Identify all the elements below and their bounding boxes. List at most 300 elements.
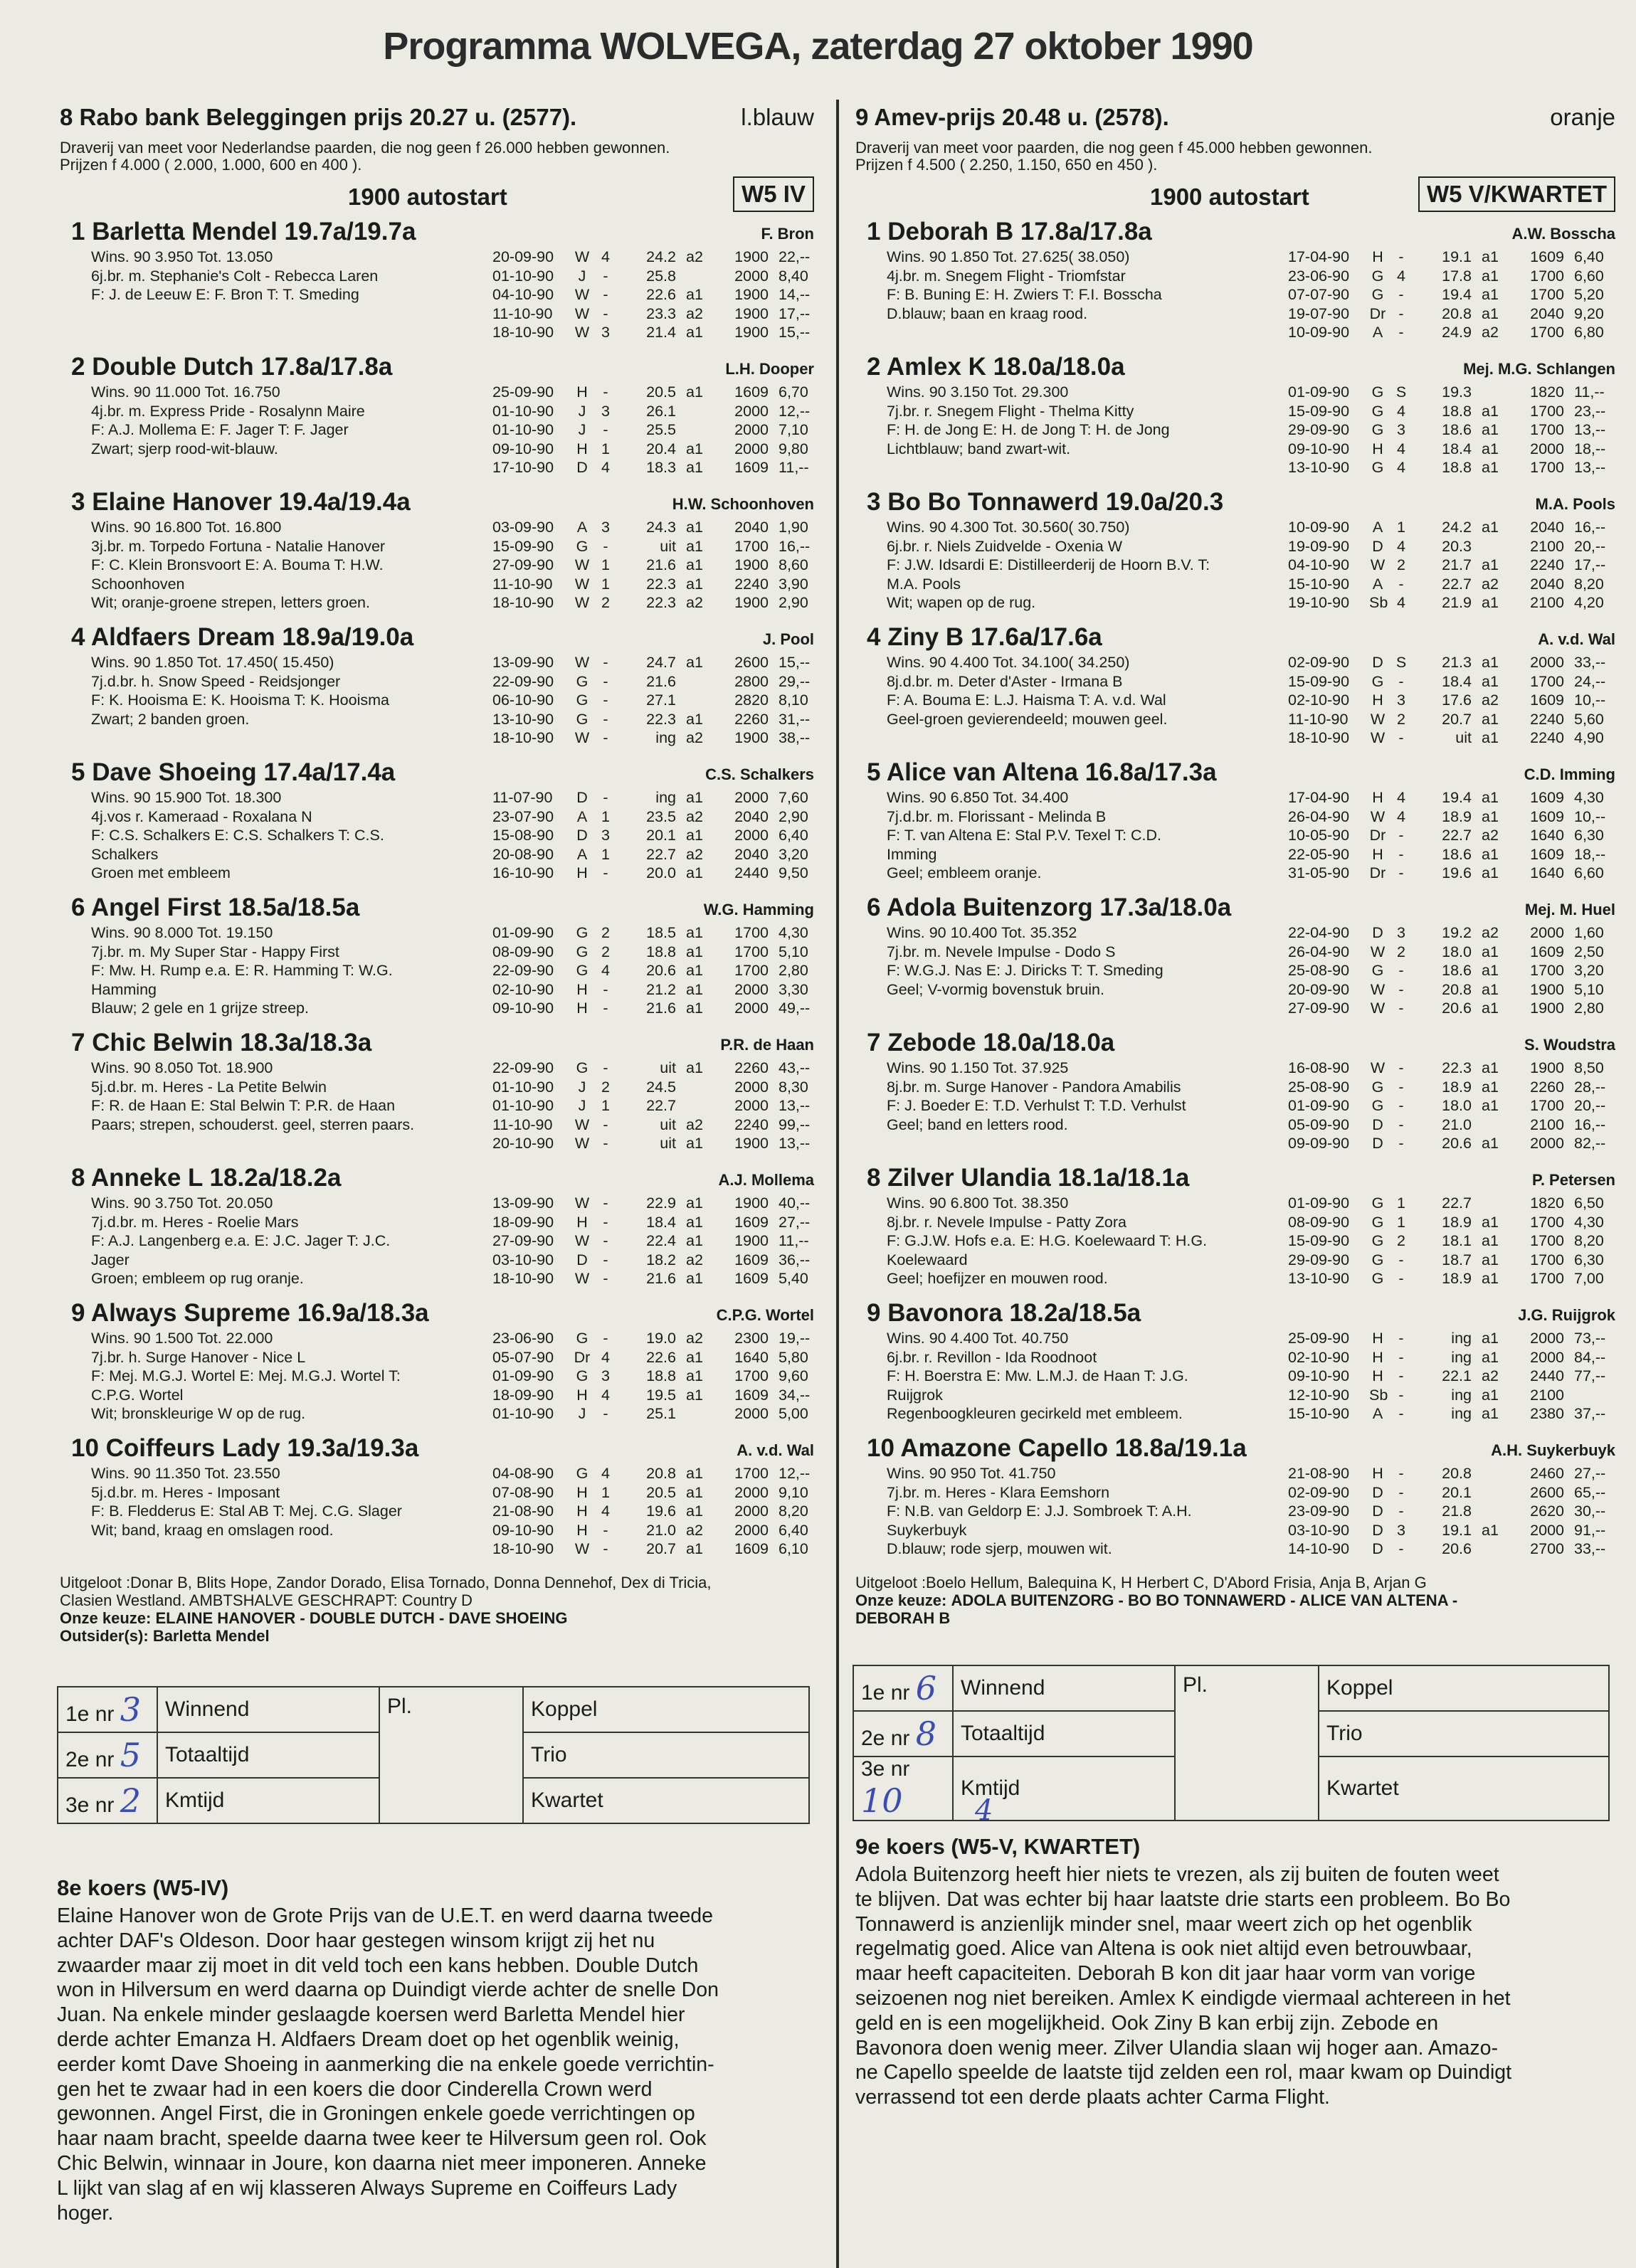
- race-result-cell: W: [574, 1116, 590, 1133]
- horse-info-line: F: B. Fledderus E: Stal AB T: Mej. C.G. Slager: [91, 1503, 402, 1520]
- race-result-cell: 2000: [1530, 1330, 1564, 1347]
- race-result-cell: J: [578, 267, 586, 285]
- race-result-cell: 18.9: [1442, 1213, 1472, 1231]
- horse-info: [887, 923, 1314, 999]
- horse-info-line: Wins. 90 11.000 Tot. 16.750: [91, 383, 280, 401]
- horse-info-line: Wins. 90 8.000 Tot. 19.150: [91, 924, 273, 941]
- race-result-cell: 1: [601, 1097, 610, 1114]
- race-result-cell: 1700: [1530, 672, 1564, 690]
- race-result-cell: a2: [686, 1116, 703, 1133]
- race-result-cell: a1: [1482, 845, 1499, 863]
- race-result-cell: -: [603, 1540, 608, 1557]
- race-result-cell: -: [603, 691, 608, 709]
- race-result-cell: 13,--: [779, 1135, 811, 1152]
- race-result-cell: 6,40: [779, 827, 808, 844]
- race-result-cell: 4: [1397, 440, 1405, 457]
- race-result-cell: 19.1: [1442, 248, 1472, 265]
- race-result-cell: 6,70: [779, 383, 808, 401]
- race-result-cell: 24.2: [646, 248, 676, 265]
- race-result-cell: 1700: [1530, 402, 1564, 420]
- race-result-cell: 6,60: [1574, 267, 1604, 285]
- race-result-cell: 3,90: [779, 575, 808, 593]
- race-result-cell: G: [1371, 1232, 1384, 1249]
- distance-row: [855, 174, 1615, 218]
- race-result-cell: 2000: [734, 789, 769, 806]
- race-result-cell: -: [1398, 1270, 1404, 1287]
- race-result-cell: 3: [601, 519, 610, 536]
- result-table-race-8: [57, 1686, 810, 1824]
- race-result-cell: 22.4: [646, 1232, 676, 1249]
- race-result-cell: a1: [686, 575, 703, 593]
- horse-entry: [855, 1029, 1615, 1164]
- race-result-cell: 18-10-90: [492, 1270, 554, 1287]
- horse-info-line: F: H. de Jong E: H. de Jong T: H. de Jong: [887, 421, 1170, 438]
- horse-name: 9 Always Supreme 16.9a/18.3a: [71, 1299, 429, 1327]
- race-result-cell: 33,--: [1574, 1540, 1606, 1557]
- race-result-cell: 01-09-90: [492, 1367, 554, 1384]
- race-result-cell: 24.2: [1442, 519, 1472, 536]
- race-result-cell: 8,40: [779, 267, 808, 285]
- race-result-cell: 1609: [1530, 691, 1564, 709]
- race-result-cell: 1900: [734, 729, 769, 746]
- race-result-cell: -: [1398, 1540, 1404, 1557]
- race-result-cell: 2040: [1530, 304, 1564, 322]
- horse-info: [91, 1329, 518, 1424]
- race-result-cell: 11,--: [779, 459, 809, 476]
- race-result-cell: G: [1371, 459, 1384, 476]
- commentary-line: maar heeft capaciteiten. Deborah B kon dit jaar haar vorm van vorige: [855, 1962, 1476, 1986]
- race-result-cell: 1900: [734, 1194, 769, 1212]
- race-result-cell: 1640: [1530, 827, 1564, 844]
- horse-info-line: Lichtblauw; band zwart-wit.: [887, 440, 1071, 457]
- race-result-cell: S: [1395, 654, 1407, 671]
- race-result-cell: 2100: [1530, 537, 1564, 555]
- race-result-cell: 37,--: [1574, 1405, 1606, 1422]
- race-result-cell: 09-10-90: [492, 440, 554, 457]
- race-result-cell: -: [1398, 1405, 1404, 1422]
- race-result-cell: 1640: [1530, 864, 1564, 881]
- race-result-cell: a1: [686, 1348, 703, 1366]
- race-result-cell: D: [576, 459, 588, 476]
- bet-type-box: W5 V/KWARTET: [1418, 176, 1615, 212]
- race-result-cell: 38,--: [779, 729, 811, 746]
- race-result-cell: 20.1: [646, 827, 676, 844]
- horse-info-line: Wins. 90 1.850 Tot. 27.625( 38.050): [887, 248, 1130, 265]
- result-type: Totaaltijd: [157, 1732, 379, 1778]
- horse-info-line: F: C.S. Schalkers E: C.S. Schalkers T: C.S.: [91, 827, 384, 844]
- race-result-cell: G: [1371, 1251, 1384, 1268]
- race-result-cell: -: [603, 729, 608, 746]
- horse-info-line: 7j.br. r. Snegem Flight - Thelma Kitty: [887, 402, 1134, 420]
- race-result-cell: -: [1398, 1386, 1404, 1404]
- race-result-cell: 13-10-90: [492, 710, 554, 728]
- horse-trainer: A.H. Suykerbuyk: [1491, 1441, 1615, 1459]
- horse-name: 6 Adola Buitenzorg 17.3a/18.0a: [867, 894, 1232, 921]
- race-result-cell: 1700: [1530, 267, 1564, 285]
- horse-info: [887, 518, 1314, 613]
- race-result-cell: 20.8: [1442, 304, 1472, 322]
- race-result-cell: S: [1395, 383, 1407, 401]
- race-result-cell: a2: [1482, 575, 1499, 593]
- race-result-cell: 13,--: [1574, 459, 1606, 476]
- race-result-cell: W: [574, 1540, 590, 1557]
- race-result-cell: 03-09-90: [492, 519, 554, 536]
- race-result-cell: 20.5: [646, 383, 676, 401]
- race-result-cell: ing: [655, 729, 676, 746]
- race-result-cell: 18-10-90: [492, 594, 554, 611]
- race-result-cell: 10-05-90: [1288, 827, 1350, 844]
- race-result-cell: 6,40: [1574, 248, 1604, 265]
- race-result-cell: -: [1398, 304, 1404, 322]
- horse-info-line: F: A.J. Mollema E: F. Jager T: F. Jager: [91, 421, 349, 438]
- race-result-cell: A: [576, 807, 588, 825]
- race-result-cell: 9,60: [779, 1367, 808, 1384]
- race-result-cell: a1: [1482, 1405, 1499, 1422]
- race-result-cell: a1: [686, 1135, 703, 1152]
- commentary-line: regelmatig goed. Alice van Altena is ook niet altijd even betrouwbaar,: [855, 1937, 1472, 1961]
- horse-trainer: A. v.d. Wal: [737, 1441, 814, 1459]
- race-result-cell: a1: [1482, 1521, 1499, 1539]
- uitgeloot-line: Uitgeloot :Donar B, Blits Hope, Zandor Dorado, Elisa Tornado, Donna Dennehof, Dex di Tricia,: [60, 1574, 712, 1591]
- commentary-line: Bavonora doen wenig meer. Zilver Ulandia slaan wij hoger aan. Amazo-: [855, 2036, 1498, 2060]
- race-result-cell: uit: [660, 1059, 676, 1076]
- race-result-cell: 27-09-90: [1288, 1000, 1350, 1017]
- commentary-line: haar naam bracht, speelde daarna twee keer te Hilversum geen rol. Ook: [57, 2127, 707, 2151]
- race-result-cell: 1820: [1530, 1194, 1564, 1212]
- race-result-cell: 19.4: [1442, 789, 1472, 806]
- horse-info: [887, 383, 1314, 458]
- race-result-cell: W: [1370, 710, 1386, 728]
- race-result-cell: a1: [1482, 594, 1499, 611]
- race-result-cell: 11,--: [1574, 383, 1605, 401]
- horse-info-line: Hamming: [91, 980, 157, 998]
- race-result-cell: -: [603, 1194, 608, 1212]
- race-result-cell: 5,00: [779, 1405, 808, 1422]
- horse-trainer: Mej. M.G. Schlangen: [1463, 360, 1615, 378]
- race-result-cell: 2000: [734, 1521, 769, 1539]
- horse-list: [60, 218, 814, 1569]
- horse-info-line: 8j.d.br. m. Deter d'Aster - Irmana B: [887, 672, 1123, 690]
- race-result-cell: W: [574, 1135, 590, 1152]
- race-result-cell: D: [1372, 1503, 1383, 1520]
- race-result-cell: 20.6: [1442, 1000, 1472, 1017]
- race-result-cell: a1: [1482, 807, 1499, 825]
- race-result-cell: ing: [655, 789, 676, 806]
- horse-entry: [855, 1434, 1615, 1569]
- horse-info-line: Wit; wapen op de rug.: [887, 594, 1036, 611]
- race-result-cell: 22.6: [646, 1348, 676, 1366]
- race-result-cell: G: [576, 962, 589, 979]
- race-result-cell: 1900: [734, 1232, 769, 1249]
- race-result-cell: 7,00: [1574, 1270, 1604, 1287]
- race-result-cell: 2000: [1530, 1348, 1564, 1366]
- uitgeloot-line: Clasien Westland. AMBTSHALVE GESCHRAPT: Country D: [60, 1591, 473, 1609]
- race-result-cell: D: [1372, 1116, 1383, 1133]
- race-result-cell: 15,--: [779, 324, 811, 341]
- horse-info-line: 8j.br. r. Nevele Impulse - Patty Zora: [887, 1213, 1126, 1231]
- horse-info-line: Groen met embleem: [91, 864, 231, 881]
- race-result-cell: 1609: [734, 383, 769, 401]
- race-result-cell: J: [578, 1078, 586, 1096]
- race-result-cell: 25.5: [646, 421, 676, 438]
- race-result-cell: -: [1398, 1483, 1404, 1501]
- horse-entry: [60, 1164, 814, 1299]
- horse-info-line: 6j.br. r. Niels Zuidvelde - Oxenia W: [887, 537, 1122, 555]
- race-result-cell: ing: [1451, 1405, 1472, 1422]
- horse-entry: [60, 894, 814, 1029]
- race-result-cell: a1: [686, 1194, 703, 1212]
- horse-entry: [855, 894, 1615, 1029]
- commentary-race-9: [855, 1834, 1613, 2110]
- race-result-cell: 2100: [1530, 594, 1564, 611]
- race-result-cell: 4: [601, 459, 610, 476]
- race-result-cell: -: [603, 537, 608, 555]
- race-result-cell: H: [1372, 1367, 1383, 1384]
- horse-name: 3 Elaine Hanover 19.4a/19.4a: [71, 488, 411, 516]
- race-result-cell: a1: [686, 1465, 703, 1482]
- race-result-cell: D: [1372, 924, 1383, 941]
- race-result-cell: 3: [1397, 691, 1405, 709]
- race-result-cell: a1: [686, 654, 703, 671]
- race-result-cell: 5,80: [779, 1348, 808, 1366]
- race-result-cell: 2000: [734, 267, 769, 285]
- race-result-cell: 6,30: [1574, 827, 1604, 844]
- horse-info: [91, 248, 518, 304]
- horse-info: [887, 653, 1314, 728]
- race-result-cell: 27,--: [779, 1213, 811, 1231]
- race-result-cell: 2440: [1530, 1367, 1564, 1384]
- race-result-cell: 6,10: [779, 1540, 808, 1557]
- horse-info-line: Wit; bronskleurige W op de rug.: [91, 1405, 306, 1422]
- race-result-cell: 16,--: [1574, 519, 1606, 536]
- race-header: [855, 100, 1615, 139]
- result-label: 2e nr: [861, 1727, 910, 1750]
- horse-info-line: Wins. 90 10.400 Tot. 35.352: [887, 924, 1077, 941]
- commentary-line: zwaarder maar zij moet in dit veld toch een kans hebben. Double Dutch: [57, 1954, 699, 1977]
- horse-entry: [60, 1434, 814, 1569]
- race-result-cell: 3: [1397, 421, 1405, 438]
- race-result-cell: 06-10-90: [492, 691, 554, 709]
- horse-info-line: 4j.vos r. Kameraad - Roxalana N: [91, 807, 312, 825]
- race-result-cell: 21.0: [1442, 1116, 1472, 1133]
- race-result-cell: 19.6: [646, 1503, 676, 1520]
- race-result-cell: 17-04-90: [1288, 248, 1350, 265]
- race-result-cell: 18.2: [646, 1251, 676, 1268]
- horse-info: [887, 1464, 1314, 1559]
- race-result-cell: 1609: [734, 1540, 769, 1557]
- race-result-cell: 2000: [734, 1483, 769, 1501]
- race-result-cell: -: [603, 1251, 608, 1268]
- race-result-cell: D: [1372, 537, 1383, 555]
- commentary-line: gewonnen. Angel First, die in Groningen enkele goede verrichtingen op: [57, 2102, 695, 2126]
- horse-info-line: 7j.br. h. Surge Hanover - Nice L: [91, 1348, 306, 1366]
- race-result-cell: 02-10-90: [492, 980, 554, 998]
- race-result-cell: W: [1370, 807, 1386, 825]
- race-result-cell: 8,20: [779, 1503, 808, 1520]
- race-result-cell: 20.6: [1442, 1540, 1472, 1557]
- race-result-cell: D: [576, 789, 588, 806]
- race-result-cell: 03-10-90: [1288, 1521, 1350, 1539]
- race-result-cell: 8,20: [1574, 575, 1604, 593]
- race-result-cell: 26-04-90: [1288, 807, 1350, 825]
- race-result-cell: 2300: [734, 1330, 769, 1347]
- race-result-cell: a1: [686, 519, 703, 536]
- distance-row: [60, 174, 814, 218]
- race-result-cell: -: [1398, 1116, 1404, 1133]
- race-result-cell: 1700: [1530, 1213, 1564, 1231]
- race-result-cell: 1700: [1530, 1251, 1564, 1268]
- race-result-cell: 4,30: [1574, 789, 1604, 806]
- race-result-cell: 2: [1397, 943, 1405, 960]
- horse-info-line: Blauw; 2 gele en 1 grijze streep.: [91, 1000, 309, 1017]
- race-result-cell: 99,--: [779, 1116, 811, 1133]
- race-result-cell: 2380: [1530, 1405, 1564, 1422]
- race-result-cell: 4: [1397, 537, 1405, 555]
- race-result-cell: 2820: [734, 691, 769, 709]
- race-result-cell: 2240: [1530, 556, 1564, 573]
- outsider-label: Outsider(s):: [60, 1627, 149, 1645]
- horse-info-line: Wins. 90 4.400 Tot. 40.750: [887, 1330, 1069, 1347]
- commentary-race-8: [57, 1875, 814, 2225]
- race-result-cell: G: [576, 1330, 589, 1347]
- race-result-cell: 20-10-90: [492, 1135, 554, 1152]
- horse-info-line: Schoonhoven: [91, 575, 185, 593]
- race-result-cell: ing: [1451, 1330, 1472, 1347]
- horse-info-line: Wit; oranje-groene strepen, letters groen.: [91, 594, 370, 611]
- race-result-cell: -: [1398, 1330, 1404, 1347]
- race-result-cell: a1: [1482, 789, 1499, 806]
- race-result-cell: a1: [686, 324, 703, 341]
- race-result-cell: A: [576, 845, 588, 863]
- race-result-cell: G: [1371, 1194, 1384, 1212]
- race-result-cell: 1,60: [1574, 924, 1604, 941]
- race-result-cell: 20-08-90: [492, 845, 554, 863]
- race-result-cell: 3: [601, 1367, 610, 1384]
- race-result-cell: G: [576, 710, 589, 728]
- race-result-cell: 2040: [734, 519, 769, 536]
- race-result-cell: 65,--: [1574, 1483, 1606, 1501]
- race-result-cell: 18,--: [1574, 440, 1606, 457]
- race-result-cell: H: [1372, 248, 1383, 265]
- race-result-cell: a2: [686, 1330, 703, 1347]
- race-result-cell: 2040: [1530, 519, 1564, 536]
- race-result-cell: 4,30: [1574, 1213, 1604, 1231]
- race-result-cell: a2: [1482, 827, 1499, 844]
- race-result-cell: 1700: [734, 924, 769, 941]
- race-result-cell: 21.9: [1442, 594, 1472, 611]
- result-label: 1e nr: [65, 1702, 115, 1726]
- race-result-cell: A: [1372, 1405, 1383, 1422]
- race-result-cell: a2: [686, 1521, 703, 1539]
- race-result-cell: 2260: [1530, 1078, 1564, 1096]
- race-result-cell: 22.7: [1442, 575, 1472, 593]
- keuze-label: Onze keuze:: [60, 1609, 152, 1627]
- result-type: Winnend: [953, 1665, 1175, 1711]
- result-type: Winnend: [157, 1687, 379, 1732]
- race-result-cell: 20.7: [646, 1540, 676, 1557]
- race-result-cell: 18.6: [1442, 421, 1472, 438]
- race-result-cell: -: [1398, 1367, 1404, 1384]
- race-result-cell: 4: [601, 1503, 610, 1520]
- race-result-cell: 21.0: [646, 1521, 676, 1539]
- horse-info-line: F: K. Hooisma E: K. Hooisma T: K. Hooisma: [91, 691, 389, 709]
- keuze-label: Onze keuze:: [855, 1591, 947, 1609]
- race-result-cell: 1: [601, 1483, 610, 1501]
- horse-info: [887, 1194, 1314, 1288]
- race-result-cell: 9,50: [779, 864, 808, 881]
- handwritten-number: 10: [861, 1781, 903, 1820]
- race-result-cell: 25-09-90: [1288, 1330, 1350, 1347]
- race-result-cell: 2040: [734, 807, 769, 825]
- horse-info-line: Jager: [91, 1251, 130, 1268]
- horse-info-line: Wins. 90 3.750 Tot. 20.050: [91, 1194, 273, 1212]
- race-result-cell: W: [1370, 980, 1386, 998]
- horse-entry: [855, 218, 1615, 353]
- race-distance: 1900 autostart: [348, 184, 507, 210]
- race-result-cell: -: [603, 421, 608, 438]
- race-result-cell: G: [1371, 962, 1384, 979]
- race-result-cell: 2000: [734, 1405, 769, 1422]
- race-result-cell: 09-10-90: [492, 1000, 554, 1017]
- race-result-cell: G: [576, 1465, 589, 1482]
- race-result-cell: 20.8: [646, 1465, 676, 1482]
- horse-info-line: Wins. 90 1.150 Tot. 37.925: [887, 1059, 1069, 1076]
- horse-trainer: P.R. de Haan: [720, 1036, 814, 1054]
- race-result-cell: 2000: [1530, 654, 1564, 671]
- commentary-line: Adola Buitenzorg heeft hier niets te vrezen, als zij buiten de fouten weet: [855, 1863, 1499, 1886]
- horse-info-line: Geel-groen gevierendeeld; mouwen geel.: [887, 710, 1168, 728]
- result-type: Totaaltijd: [953, 1711, 1175, 1756]
- race-result-cell: 4: [601, 248, 610, 265]
- horse-info-line: Suykerbuyk: [887, 1521, 967, 1539]
- race-result-cell: a1: [1482, 980, 1499, 998]
- race-result-cell: 10,--: [1574, 691, 1606, 709]
- race-result-cell: 2: [601, 943, 610, 960]
- race-result-cell: -: [1398, 248, 1404, 265]
- race-result-cell: G: [576, 1059, 589, 1076]
- horse-name: 10 Coiffeurs Lady 19.3a/19.3a: [71, 1434, 419, 1462]
- horse-info-line: F: H. Boerstra E: Mw. L.M.J. de Haan T: J.G.: [887, 1367, 1188, 1384]
- commentary-title: 8e koers (W5-IV): [57, 1875, 229, 1900]
- race-result-cell: 18-09-90: [492, 1386, 554, 1404]
- race-result-cell: G: [1371, 1078, 1384, 1096]
- race-result-cell: 08-09-90: [492, 943, 554, 960]
- horse-info-line: F: G.J.W. Hofs e.a. E: H.G. Koelewaard T: H.G.: [887, 1232, 1208, 1249]
- horse-info-line: Zwart; sjerp rood-wit-blauw.: [91, 440, 278, 457]
- race-result-cell: 16-10-90: [492, 864, 554, 881]
- race-result-cell: a1: [1482, 943, 1499, 960]
- race-result-cell: a1: [1482, 1386, 1499, 1404]
- race-result-cell: W: [574, 1194, 590, 1212]
- horse-trainer: A.W. Bosscha: [1511, 225, 1615, 243]
- race-result-cell: 14,--: [779, 286, 811, 303]
- race-result-cell: W: [574, 248, 590, 265]
- horse-info-line: Wins. 90 950 Tot. 41.750: [887, 1465, 1056, 1482]
- race-result-cell: 8,30: [779, 1078, 808, 1096]
- result-label: 2e nr: [65, 1748, 115, 1771]
- race-result-cell: 82,--: [1574, 1135, 1606, 1152]
- horse-name: 10 Amazone Capello 18.8a/19.1a: [867, 1434, 1247, 1462]
- race-result-cell: 8,20: [1574, 1232, 1604, 1249]
- race-result-cell: 2000: [734, 1503, 769, 1520]
- race-result-cell: W: [574, 286, 590, 303]
- race-result-cell: 22.3: [1442, 1059, 1472, 1076]
- race-footer: [855, 1574, 1615, 1627]
- race-result-cell: 11,--: [779, 1232, 809, 1249]
- race-result-cell: 15-09-90: [1288, 1232, 1350, 1249]
- race-result-cell: -: [603, 654, 608, 671]
- race-result-cell: 4,30: [779, 924, 808, 941]
